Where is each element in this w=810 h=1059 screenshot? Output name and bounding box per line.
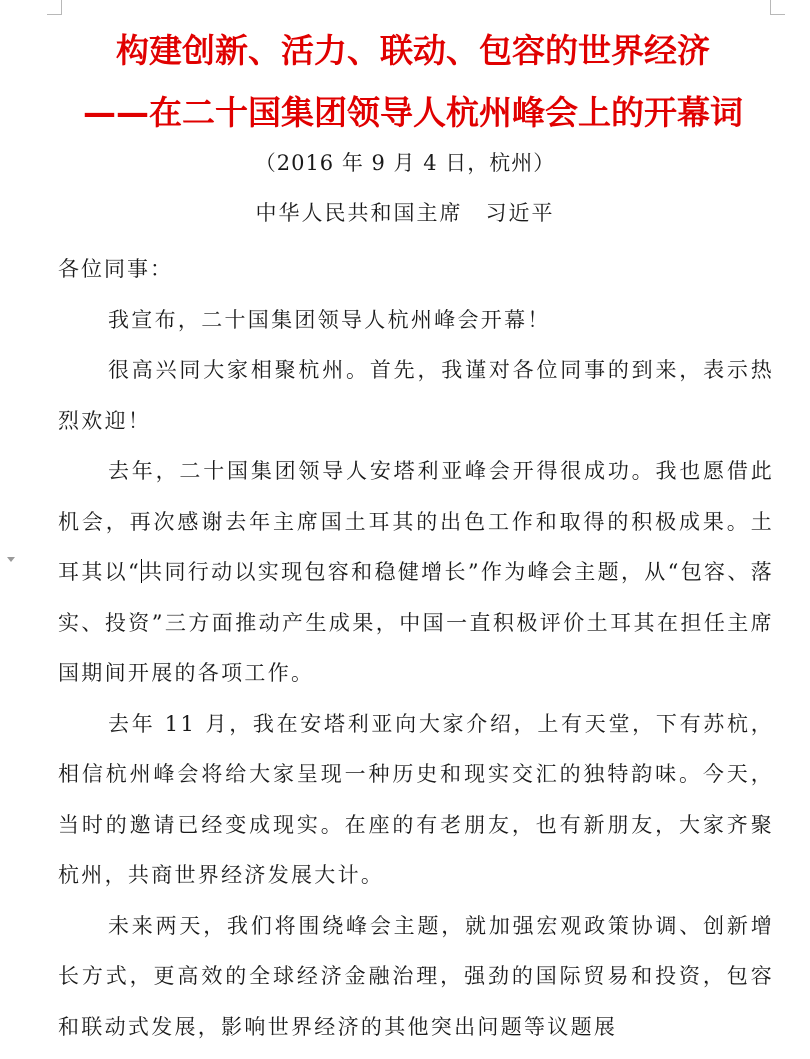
document-subtitle: ——在二十国集团领导人杭州峰会上的开幕词 xyxy=(83,93,743,132)
page-corner-mark-top-left xyxy=(47,0,62,15)
page-corner-mark-top-right xyxy=(770,0,785,15)
paragraph-4: 去年 11 月，我在安塔利亚向大家介绍，上有天堂，下有苏杭，相信杭州峰会将给大家呈现一种历史和现实交汇的独特韵味。今天，当时的邀请已经变成现实。在座的有老朋友，也有新朋友，大家齐聚杭州，共商世界经济发展大计。 xyxy=(58,711,774,887)
paragraph-5: 未来两天，我们将围绕峰会主题，就加强宏观政策协调、创新增长方式，更高效的全球经济金融治理，强劲的国际贸易和投资，包容和联动式发展，影响世界经济的其他突出问题等议题展 xyxy=(58,913,774,1039)
author-line: 中华人民共和国主席 习近平 xyxy=(255,201,555,225)
paragraph-3-part-2: 共同行动以实现包容和稳健增长”作为峰会主题，从“包容、落实、投资”三方面推动产生成果，中国一直积极评价土耳其在担任主席国期间开展的各项工作。 xyxy=(58,560,775,685)
document-body[interactable] xyxy=(58,244,774,1052)
document-title: 构建创新、活力、联动、包容的世界经济 xyxy=(116,31,710,70)
salutation: 各位同事： xyxy=(58,257,173,281)
paragraph-1: 我宣布，二十国集团领导人杭州峰会开幕！ xyxy=(108,307,551,332)
paragraph-3 xyxy=(58,446,774,699)
paragraph-3-part-1: 去年，二十国集团领导人安塔利亚峰会开得很成功。我也愿借此机会，再次感谢去年主席国土耳其的出色工作和取得的积极成果。土耳其以“ xyxy=(58,459,774,584)
collapse-arrow-icon[interactable] xyxy=(7,557,15,562)
paragraph-2: 很高兴同大家相聚杭州。首先，我谨对各位同事的到来，表示热烈欢迎！ xyxy=(58,358,774,433)
date-line: （2016 年 9 月 4 日，杭州） xyxy=(254,151,556,175)
